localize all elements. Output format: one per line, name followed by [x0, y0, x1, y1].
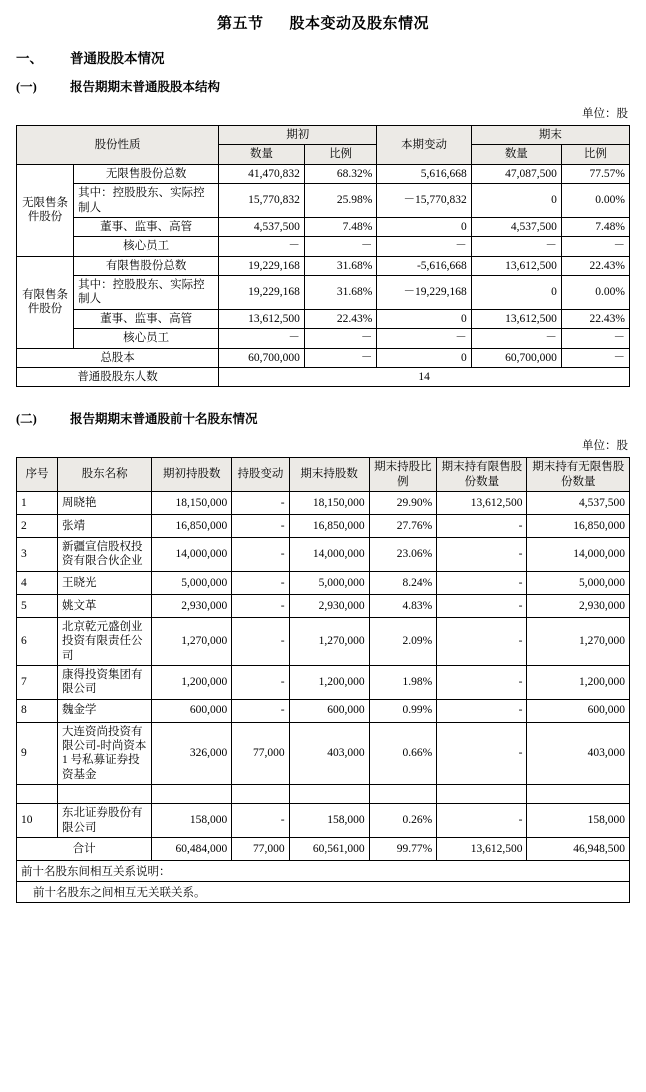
cell-end-qty: 47,087,500 — [471, 164, 561, 183]
cell-restricted: - — [437, 722, 527, 785]
row-label: 其中：控股股东、实际控制人 — [74, 276, 219, 310]
cell-change: - — [232, 665, 289, 699]
cell-end-ratio: 7.48% — [561, 217, 629, 236]
total-ratio: 99.77% — [369, 837, 437, 860]
subsection-number: (一) — [16, 80, 37, 94]
cell-begin-qty: 15,770,832 — [219, 184, 305, 218]
cell-begin-ratio: 31.68% — [304, 256, 377, 275]
cell-ratio: 8.24% — [369, 571, 437, 594]
table-row — [17, 594, 630, 617]
cell-begin: 158,000 — [152, 804, 232, 838]
cell-end-ratio: 0.00% — [561, 276, 629, 310]
cell-begin-ratio: 7.48% — [304, 217, 377, 236]
cell-end-qty: 4,537,500 — [471, 217, 561, 236]
table-header-row — [17, 458, 630, 492]
total-restricted: 13,612,500 — [437, 837, 527, 860]
table-row — [17, 256, 630, 275]
table-header-row — [17, 126, 630, 145]
cell-name: 魏金学 — [58, 699, 152, 722]
cell-change: －19,229,168 — [377, 276, 471, 310]
cell-begin-ratio: 22.43% — [304, 309, 377, 328]
total-label: 合计 — [17, 837, 152, 860]
header-unrestricted: 期末持有无限售股份数量 — [527, 458, 630, 492]
cell-no: 4 — [17, 571, 58, 594]
cell-unrestricted: 1,200,000 — [527, 665, 630, 699]
cell-begin: 18,150,000 — [152, 492, 232, 515]
table-gap-row — [17, 785, 630, 804]
cell-no: 3 — [17, 538, 58, 572]
table-row — [17, 617, 630, 665]
notes-box — [16, 861, 630, 903]
cell-change: - — [232, 699, 289, 722]
cell-begin-qty: － — [219, 237, 305, 256]
cell-end-ratio: 22.43% — [561, 309, 629, 328]
subsection-heading-1 — [16, 77, 630, 95]
cell-restricted: - — [437, 515, 527, 538]
cell-ratio: 0.26% — [369, 804, 437, 838]
table-holders-row — [17, 367, 630, 386]
cell-restricted: - — [437, 804, 527, 838]
cell-unrestricted: 14,000,000 — [527, 538, 630, 572]
header-end-shares: 期末持股数 — [289, 458, 369, 492]
subsection-number: (二) — [16, 412, 37, 427]
cell-no: 6 — [17, 617, 58, 665]
cell-begin: 5,000,000 — [152, 571, 232, 594]
cell-restricted: - — [437, 571, 527, 594]
cell-begin: 14,000,000 — [152, 538, 232, 572]
header-begin-ratio: 比例 — [304, 145, 377, 164]
cell-ratio: 23.06% — [369, 538, 437, 572]
cell-ratio: 4.83% — [369, 594, 437, 617]
total-begin-ratio: － — [304, 348, 377, 367]
cell-name: 王晓光 — [58, 571, 152, 594]
cell-begin-ratio: － — [304, 237, 377, 256]
section-label: 普通股股本情况 — [70, 51, 165, 66]
cell-unrestricted: 1,270,000 — [527, 617, 630, 665]
cell-no: 2 — [17, 515, 58, 538]
cell-change: -5,616,668 — [377, 256, 471, 275]
cell-begin-ratio: 31.68% — [304, 276, 377, 310]
cell-begin: 326,000 — [152, 722, 232, 785]
table-row — [17, 515, 630, 538]
cell-end: 600,000 — [289, 699, 369, 722]
cell-unrestricted: 2,930,000 — [527, 594, 630, 617]
section-number: 一、 — [16, 51, 43, 66]
cell-name: 东北证券股份有限公司 — [58, 804, 152, 838]
cell-ratio: 1.98% — [369, 665, 437, 699]
cell-change: - — [232, 804, 289, 838]
title-prefix: 第五节 — [216, 16, 264, 32]
cell-begin: 600,000 — [152, 699, 232, 722]
cell-end: 403,000 — [289, 722, 369, 785]
table-row — [17, 217, 630, 236]
cell-unrestricted: 5,000,000 — [527, 571, 630, 594]
cell-end-qty: 13,612,500 — [471, 256, 561, 275]
cell-end: 1,200,000 — [289, 665, 369, 699]
cell-restricted: - — [437, 594, 527, 617]
group-label-restricted: 有限售条件股份 — [17, 256, 74, 348]
cell-ratio: 2.09% — [369, 617, 437, 665]
total-change: 77,000 — [232, 837, 289, 860]
header-change: 本期变动 — [377, 126, 471, 165]
cell-begin-ratio: － — [304, 329, 377, 348]
holders-value: 14 — [219, 367, 630, 386]
cell-end-ratio: 77.57% — [561, 164, 629, 183]
title-main: 股本变动及股东情况 — [289, 16, 430, 32]
cell-begin-qty: 19,229,168 — [219, 256, 305, 275]
cell-begin-qty: 41,470,832 — [219, 164, 305, 183]
row-label: 董事、监事、高管 — [74, 217, 219, 236]
row-label: 有限售股份总数 — [74, 256, 219, 275]
header-begin-qty: 数量 — [219, 145, 305, 164]
cell-no: 10 — [17, 804, 58, 838]
header-end-ratio: 比例 — [561, 145, 629, 164]
cell-change: 5,616,668 — [377, 164, 471, 183]
cell-name: 康得投资集团有限公司 — [58, 665, 152, 699]
table-row — [17, 276, 630, 310]
cell-unrestricted: 158,000 — [527, 804, 630, 838]
cell-end: 1,270,000 — [289, 617, 369, 665]
cell-ratio: 29.90% — [369, 492, 437, 515]
table-row — [17, 722, 630, 785]
table-row — [17, 571, 630, 594]
table-total-row — [17, 837, 630, 860]
cell-unrestricted: 600,000 — [527, 699, 630, 722]
cell-restricted: - — [437, 699, 527, 722]
cell-name: 张靖 — [58, 515, 152, 538]
cell-change: 0 — [377, 217, 471, 236]
cell-restricted: - — [437, 617, 527, 665]
cell-change: 77,000 — [232, 722, 289, 785]
cell-restricted: - — [437, 665, 527, 699]
cell-no: 9 — [17, 722, 58, 785]
cell-change: － — [377, 237, 471, 256]
cell-change: －15,770,832 — [377, 184, 471, 218]
table-total-row — [17, 348, 630, 367]
section-heading-1 — [16, 47, 630, 67]
row-label: 无限售股份总数 — [74, 164, 219, 183]
total-end-ratio: － — [561, 348, 629, 367]
cell-no: 7 — [17, 665, 58, 699]
cell-begin: 16,850,000 — [152, 515, 232, 538]
cell-begin: 1,200,000 — [152, 665, 232, 699]
holders-label: 普通股股东人数 — [17, 367, 219, 386]
cell-change: - — [232, 594, 289, 617]
unit-label-2: 单位：股 — [582, 440, 628, 453]
total-change: 0 — [377, 348, 471, 367]
header-change: 持股变动 — [232, 458, 289, 492]
cell-end: 18,150,000 — [289, 492, 369, 515]
cell-no: 8 — [17, 699, 58, 722]
share-structure-table — [16, 125, 630, 387]
cell-unrestricted: 403,000 — [527, 722, 630, 785]
cell-unrestricted: 4,537,500 — [527, 492, 630, 515]
cell-end: 16,850,000 — [289, 515, 369, 538]
table-row — [17, 492, 630, 515]
cell-begin: 1,270,000 — [152, 617, 232, 665]
total-end-qty: 60,700,000 — [471, 348, 561, 367]
header-no: 序号 — [17, 458, 58, 492]
cell-unrestricted: 16,850,000 — [527, 515, 630, 538]
cell-restricted: 13,612,500 — [437, 492, 527, 515]
table-row — [17, 538, 630, 572]
cell-end-qty: 13,612,500 — [471, 309, 561, 328]
cell-end-ratio: － — [561, 329, 629, 348]
cell-end: 5,000,000 — [289, 571, 369, 594]
cell-change: - — [232, 492, 289, 515]
note-line-2: 前十名股东之间相互无关联关系。 — [33, 886, 206, 899]
cell-no: 1 — [17, 492, 58, 515]
subsection-label: 报告期期末普通股前十名股东情况 — [70, 412, 258, 427]
cell-end-qty: 0 — [471, 276, 561, 310]
cell-no: 5 — [17, 594, 58, 617]
cell-ratio: 0.66% — [369, 722, 437, 785]
subsection-heading-2 — [16, 409, 630, 427]
group-label-unrestricted: 无限售条件股份 — [17, 164, 74, 256]
header-begin-shares: 期初持股数 — [152, 458, 232, 492]
cell-name: 新疆宣信股权投资有限合伙企业 — [58, 538, 152, 572]
total-unrestricted: 46,948,500 — [527, 837, 630, 860]
cell-begin-ratio: 25.98% — [304, 184, 377, 218]
cell-begin-qty: 13,612,500 — [219, 309, 305, 328]
cell-ratio: 27.76% — [369, 515, 437, 538]
table-row — [17, 164, 630, 183]
table-row — [17, 237, 630, 256]
cell-end-qty: － — [471, 329, 561, 348]
cell-end-ratio: － — [561, 237, 629, 256]
total-label: 总股本 — [17, 348, 219, 367]
note-line-1: 前十名股东间相互关系说明： — [17, 861, 629, 882]
cell-name: 北京乾元盛创业投资有限责任公司 — [58, 617, 152, 665]
total-begin-qty: 60,700,000 — [219, 348, 305, 367]
subsection-label: 报告期期末普通股股本结构 — [70, 80, 221, 94]
row-label: 其中：控股股东、实际控制人 — [74, 184, 219, 218]
table-row — [17, 329, 630, 348]
unit-label-1: 单位：股 — [582, 108, 628, 120]
cell-begin-qty: 4,537,500 — [219, 217, 305, 236]
cell-change: - — [232, 617, 289, 665]
cell-change: - — [232, 571, 289, 594]
cell-begin: 2,930,000 — [152, 594, 232, 617]
table-row — [17, 699, 630, 722]
cell-end: 14,000,000 — [289, 538, 369, 572]
cell-begin-ratio: 68.32% — [304, 164, 377, 183]
header-name: 股东名称 — [58, 458, 152, 492]
cell-change: - — [232, 515, 289, 538]
table-row — [17, 804, 630, 838]
cell-change: － — [377, 329, 471, 348]
header-end-qty: 数量 — [471, 145, 561, 164]
total-begin: 60,484,000 — [152, 837, 232, 860]
page-title — [16, 12, 630, 33]
table-row — [17, 309, 630, 328]
header-begin: 期初 — [219, 126, 377, 145]
cell-change: 0 — [377, 309, 471, 328]
header-end: 期末 — [471, 126, 629, 145]
cell-end-ratio: 22.43% — [561, 256, 629, 275]
cell-name: 姚文革 — [58, 594, 152, 617]
top-shareholders-table — [16, 457, 630, 861]
cell-end-qty: － — [471, 237, 561, 256]
cell-restricted: - — [437, 538, 527, 572]
row-label: 核心员工 — [74, 329, 219, 348]
header-restricted: 期末持有限售股份数量 — [437, 458, 527, 492]
total-end: 60,561,000 — [289, 837, 369, 860]
cell-name: 周晓艳 — [58, 492, 152, 515]
cell-begin-qty: － — [219, 329, 305, 348]
cell-begin-qty: 19,229,168 — [219, 276, 305, 310]
header-nature: 股份性质 — [17, 126, 219, 165]
cell-end-qty: 0 — [471, 184, 561, 218]
cell-end: 2,930,000 — [289, 594, 369, 617]
cell-ratio: 0.99% — [369, 699, 437, 722]
cell-name: 大连资尚投资有限公司-时尚资本 1 号私募证券投资基金 — [58, 722, 152, 785]
cell-end-ratio: 0.00% — [561, 184, 629, 218]
header-end-ratio: 期末持股比例 — [369, 458, 437, 492]
row-label: 核心员工 — [74, 237, 219, 256]
cell-end: 158,000 — [289, 804, 369, 838]
table-row — [17, 184, 630, 218]
cell-change: - — [232, 538, 289, 572]
table-row — [17, 665, 630, 699]
row-label: 董事、监事、高管 — [74, 309, 219, 328]
